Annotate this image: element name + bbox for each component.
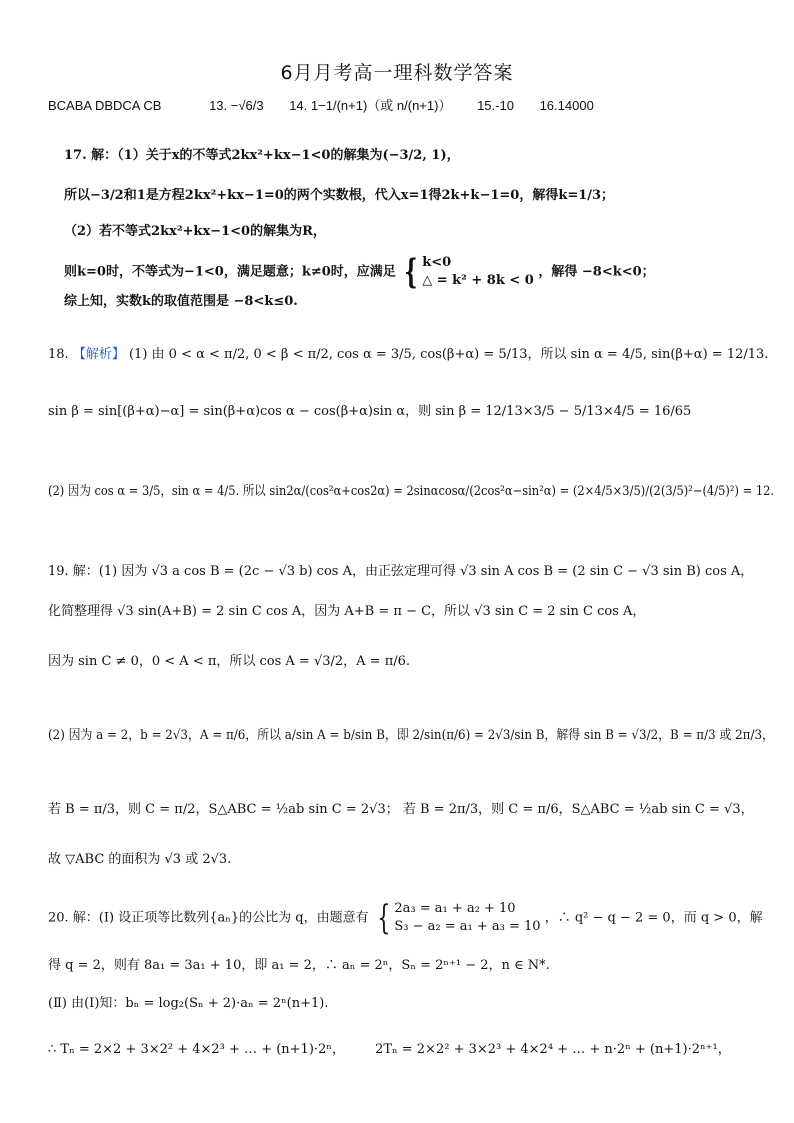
quick-answers-row — [48, 96, 594, 116]
q18-line-3: (2) 因为 cos α = 3/5，sin α = 4/5. 所以 sin2α/(cos²α+cos2α) = 2sinαcosα/(2cos²α−sin²α) = (2×4/5×3/5)/(2(3/5)²−(4/5)²) = 12. — [48, 484, 775, 499]
q20-system-row-2: S₃ − a₂ = a₁ + a₃ = 10 — [394, 919, 541, 934]
q20-setup-result: ，∴ q² − q − 2 = 0，而 q > 0，解 — [544, 910, 763, 926]
q19-line-1: 19. 解：(1) 因为 √3 a cos B = (2c − √3 b) cos A，由正弦定理可得 √3 sin A cos B = (2 sin C − √3 sin B) cos A， — [48, 564, 754, 579]
q17-case-result: ，解得 −8<k<0； — [538, 264, 655, 280]
q18-part-1: (1) 由 0 < α < π/2, 0 < β < π/2, cos α = 3/5, cos(β+α) = 5/13，所以 sin α = 4/5, sin(β+α) = 12/13. — [128, 347, 769, 362]
q17-case-text: 则k=0时，不等式为−1<0，满足题意；k≠0时，应满足 — [64, 264, 396, 280]
q16-answer: 16.14000 — [539, 98, 594, 113]
q20-system-row-1: 2a₃ = a₁ + a₂ + 10 — [394, 901, 516, 916]
q18-line-2: sin β = sin[(β+α)−α] = sin(β+α)cos α − cos(β+α)sin α，则 sin β = 12/13×3/5 − 5/13×4/5 = 16/65 — [48, 404, 692, 419]
q19-line-2: 化简整理得 √3 sin(A+B) = 2 sin C cos A，因为 A+B = π − C，所以 √3 sin C = 2 sin C cos A， — [48, 604, 646, 619]
q18-analysis-tag: 【解析】 — [72, 347, 125, 362]
q17-line-1: 17. 解：（1）关于x的不等式2kx²+kx−1<0的解集为(−3/2, 1)， — [64, 148, 460, 163]
q17-line-3: （2）若不等式2kx²+kx−1<0的解集为R， — [64, 224, 326, 239]
q20-equation-system: { 2a₃ = a₁ + a₂ + 10 S₃ − a₂ = a₁ + a₃ = 10 — [377, 898, 541, 938]
q13-answer: −√6/3 — [230, 98, 264, 113]
q17-inequality-system: { k<0 △ = k² + 8k < 0 — [404, 252, 534, 292]
q13-label: 13. — [209, 98, 228, 113]
q20-line-1 — [48, 900, 763, 936]
q19-line-4: (2) 因为 a = 2，b = 2√3，A = π/6，所以 a/sin A = b/sin B，即 2/sin(π/6) = 2√3/sin B，解得 sin B = √3/2，B = π/3 或 2π/3， — [48, 728, 774, 743]
q17-line-2: 所以−3/2和1是方程2kx²+kx−1=0的两个实数根，代入x=1得2k+k−1=0，解得k=1/3； — [64, 188, 615, 203]
page-title: 6月月考高一理科数学答案 — [280, 62, 514, 84]
q17-line-5: 综上知，实数k的取值范围是 −8<k≤0. — [64, 294, 298, 309]
q18-line-1 — [48, 345, 768, 365]
q17-system-row-2: △ = k² + 8k < 0 — [422, 273, 534, 288]
q20-line-4 — [48, 1040, 731, 1060]
q20-line-3: (Ⅱ) 由(Ⅰ)知：bₙ = log₂(Sₙ + 2)·aₙ = 2ⁿ(n+1). — [48, 996, 329, 1011]
choice-answers: BCABA DBDCA CB — [48, 98, 162, 113]
q14-answer: 1−1/(n+1)（或 n/(n+1)） — [310, 98, 452, 113]
q20-tn-sum: ∴ Tₙ = 2×2 + 3×2² + 4×2³ + … + (n+1)·2ⁿ， — [48, 1042, 345, 1057]
q20-2tn-sum: 2Tₙ = 2×2² + 3×2³ + 4×2⁴ + … + n·2ⁿ + (n+1)·2ⁿ⁺¹， — [375, 1042, 731, 1057]
q19-line-5: 若 B = π/3，则 C = π/2，S△ABC = ½ab sin C = 2√3； 若 B = 2π/3，则 C = π/6，S△ABC = ½ab sin C = √3， — [48, 802, 754, 817]
q18-number: 18. — [48, 347, 69, 362]
q14-label: 14. — [289, 98, 308, 113]
q20-line-2: 得 q = 2，则有 8a₁ = 3a₁ + 10，即 a₁ = 2，∴ aₙ = 2ⁿ，Sₙ = 2ⁿ⁺¹ − 2，n ∈ N*. — [48, 958, 550, 973]
q17-system-row-1: k<0 — [422, 255, 452, 270]
q20-setup: 20. 解：(Ⅰ) 设正项等比数列{aₙ}的公比为 q，由题意有 — [48, 910, 369, 926]
q17-line-4 — [64, 254, 655, 290]
q15-answer: 15.-10 — [477, 98, 514, 113]
q19-line-6: 故 ▽ABC 的面积为 √3 或 2√3. — [48, 852, 232, 867]
q19-line-3: 因为 sin C ≠ 0，0 < A < π，所以 cos A = √3/2，A = π/6. — [48, 654, 411, 669]
